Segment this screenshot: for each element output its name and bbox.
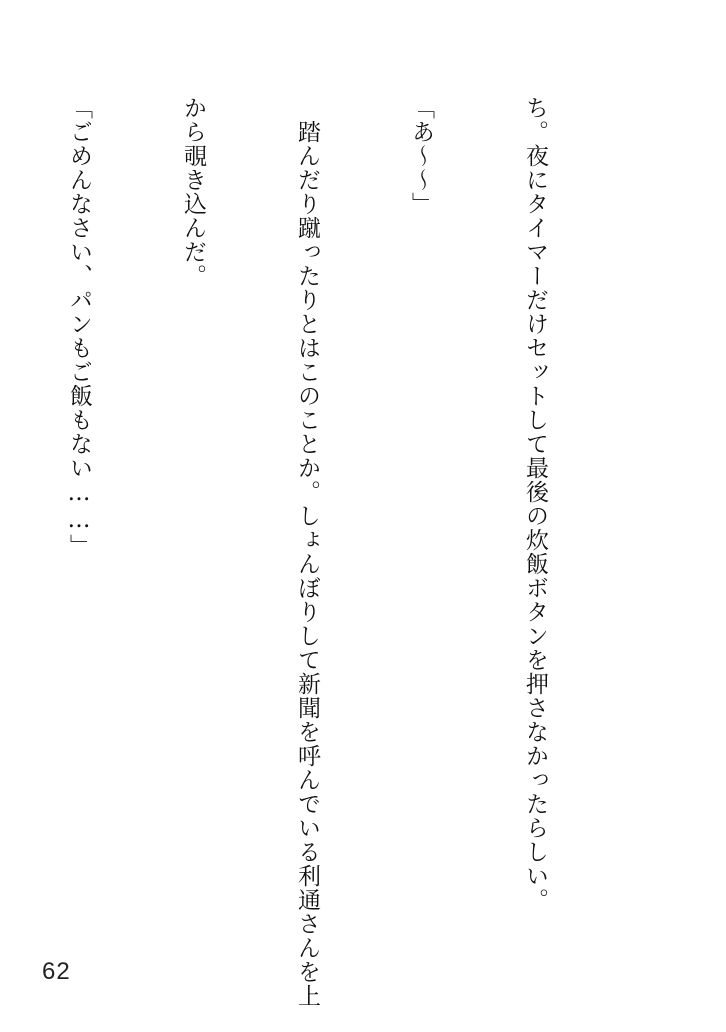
text-line-1: ち。夜にタイマーだけセットして最後の炊飯ボタンを押さなかったらしい。 — [522, 96, 548, 912]
text-line-2: 「あ〜〜」 — [408, 96, 434, 216]
page-number: 62 — [42, 958, 71, 985]
text-line-4: から覗き込んだ。 — [180, 96, 206, 288]
text-line-3: 踏んだり蹴ったりとはこのことか。しょんぼりして新聞を呼んでいる利通さんを上 — [294, 96, 320, 1008]
text-line-5: 「ごめんなさい、パンもご飯もない……」 — [66, 96, 92, 558]
